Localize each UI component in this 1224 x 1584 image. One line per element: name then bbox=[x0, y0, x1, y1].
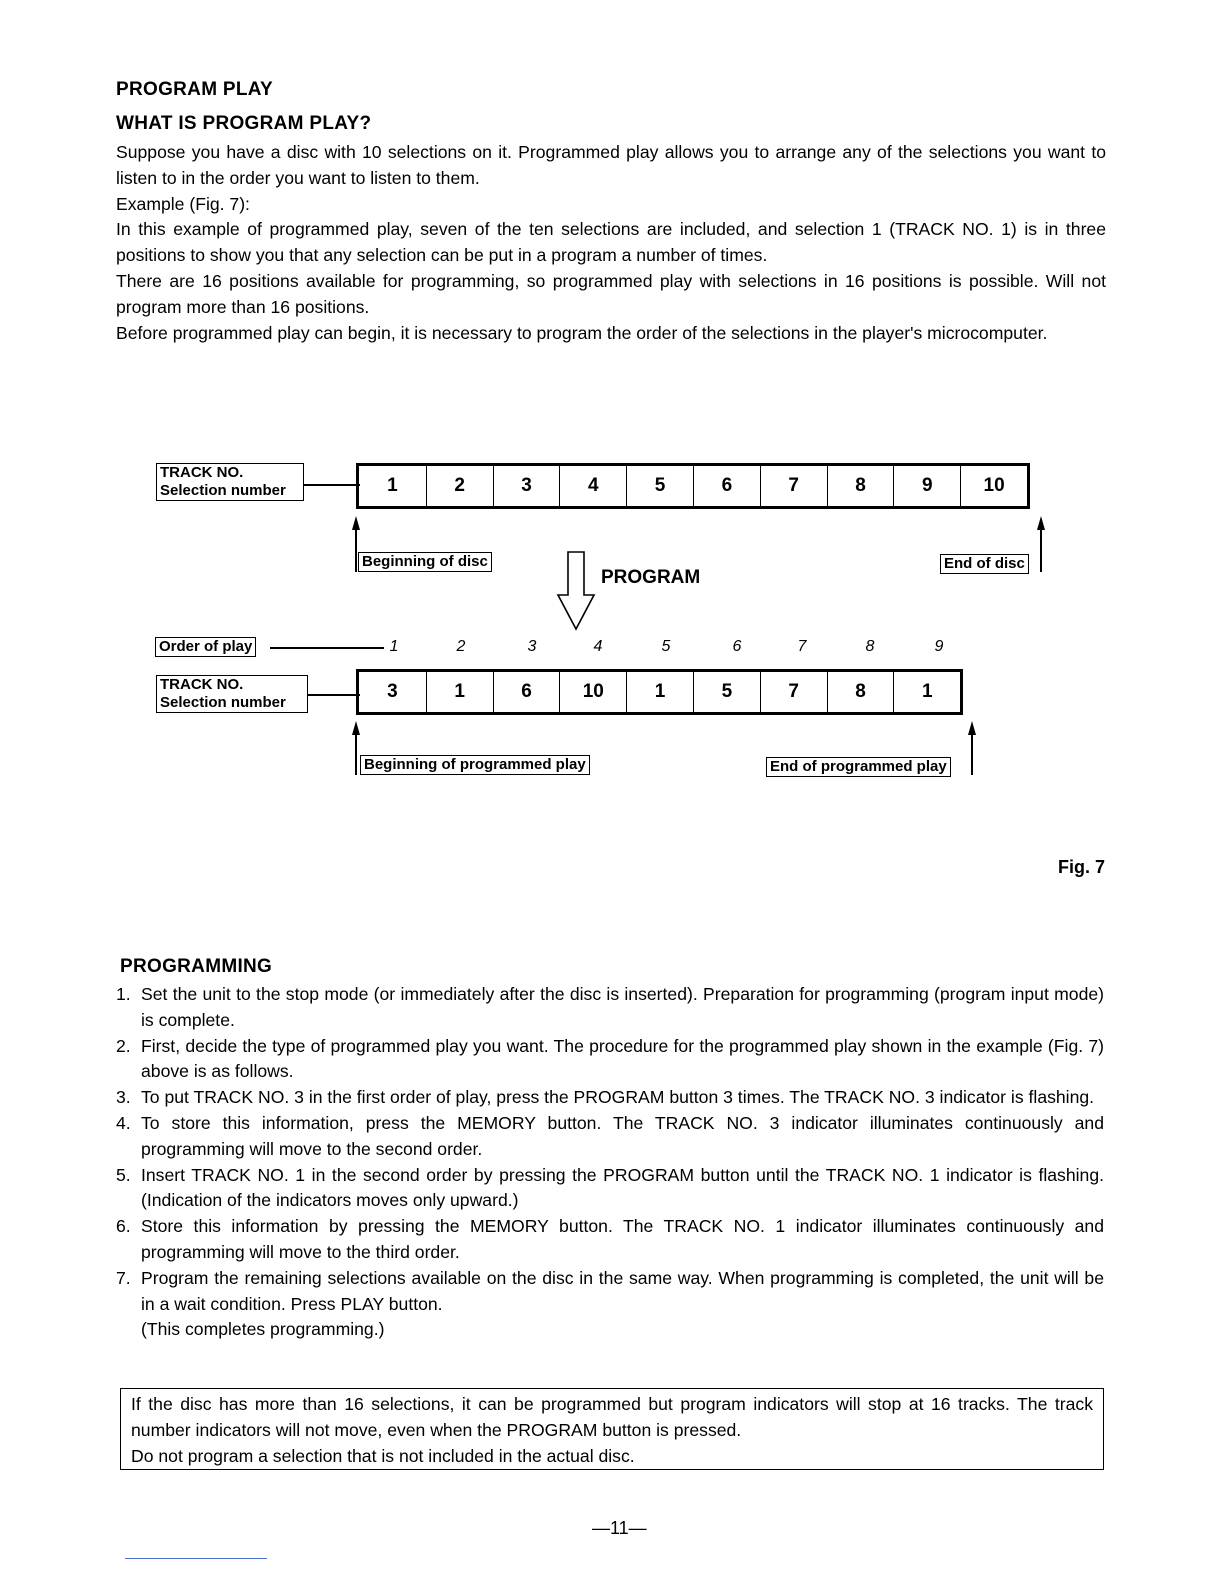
note-line: Do not program a selection that is not included in the actual disc. bbox=[131, 1445, 635, 1466]
disc-track-cell: 3 bbox=[493, 466, 560, 506]
programming-steps bbox=[116, 982, 1104, 1343]
disc-track-cell: 10 bbox=[960, 466, 1027, 506]
step-text: Insert TRACK NO. 1 in the second order by pressing the PROGRAM button until the TRACK NO. 1 indicator is flashing. (Indication of the indicators moves only upward.) bbox=[141, 1164, 1104, 1211]
order-number: 2 bbox=[456, 638, 466, 655]
note-box bbox=[120, 1388, 1104, 1470]
programmed-track-cell: 10 bbox=[559, 672, 626, 712]
step-item bbox=[116, 1266, 1104, 1343]
step-text: To store this information, press the MEMORY button. The TRACK NO. 3 indicator illuminates continuously and programming will move to the second order. bbox=[141, 1112, 1104, 1159]
track-label-line2: Selection number bbox=[160, 482, 286, 499]
programmed-track-cell: 1 bbox=[893, 672, 960, 712]
step-item bbox=[116, 1034, 1104, 1086]
connector-line bbox=[270, 647, 384, 649]
order-number: 3 bbox=[527, 638, 537, 655]
end-of-disc-label: End of disc bbox=[940, 554, 1029, 574]
step-text: Program the remaining selections available on the disc in the same way. When programming is completed, the unit will be in a wait condition. Press PLAY button. bbox=[141, 1267, 1104, 1314]
end-of-programmed-play-label: End of programmed play bbox=[766, 757, 951, 777]
intro-paragraph: Before programmed play can begin, it is necessary to program the order of the selections in the player's microcomputer. bbox=[116, 322, 1048, 343]
track-label-line2: Selection number bbox=[160, 694, 286, 711]
step-text: Set the unit to the stop mode (or immediately after the disc is inserted). Preparation for programming (program input mode) is complete. bbox=[141, 984, 1104, 1030]
section-heading-programming: PROGRAMMING bbox=[120, 956, 273, 977]
section-heading-what-is: WHAT IS PROGRAM PLAY? bbox=[116, 113, 372, 134]
step-number: 3. bbox=[116, 1087, 131, 1108]
disc-track-cell: 9 bbox=[893, 466, 960, 506]
disc-track-cell: 6 bbox=[693, 466, 760, 506]
order-number: 7 bbox=[797, 638, 807, 655]
step-item bbox=[116, 1085, 1104, 1111]
disc-track-cell: 4 bbox=[559, 466, 626, 506]
intro-text bbox=[116, 140, 1106, 346]
programmed-track-number-label bbox=[156, 675, 308, 713]
disc-track-cell: 7 bbox=[760, 466, 827, 506]
page-title: PROGRAM PLAY bbox=[116, 79, 274, 100]
track-label-line1: TRACK NO. bbox=[160, 464, 244, 481]
disc-track-row bbox=[356, 463, 1030, 509]
intro-paragraph: Suppose you have a disc with 10 selections on it. Programmed play allows you to arrange any of the selections you want to listen to in the order you want to listen to them. bbox=[116, 142, 1106, 188]
step-number: 7. bbox=[116, 1267, 131, 1288]
step-note: (This completes programming.) bbox=[141, 1319, 385, 1340]
programmed-track-cell: 5 bbox=[693, 672, 760, 712]
beginning-of-programmed-play-label: Beginning of programmed play bbox=[360, 755, 590, 775]
pointer-line bbox=[355, 528, 357, 572]
disc-track-cell: 8 bbox=[827, 466, 894, 506]
programmed-track-cell: 1 bbox=[426, 672, 493, 712]
step-text: First, decide the type of programmed play you want. The procedure for the programmed play shown in the example (Fig. 7) above is as follows. bbox=[141, 1035, 1104, 1082]
disc-track-cell: 5 bbox=[626, 466, 693, 506]
track-label-line1: TRACK NO. bbox=[160, 676, 244, 693]
step-item bbox=[116, 1214, 1104, 1266]
program-label: PROGRAM bbox=[601, 567, 701, 588]
programmed-track-row bbox=[356, 669, 963, 715]
down-arrow-icon bbox=[554, 551, 600, 631]
intro-paragraph: Example (Fig. 7): bbox=[116, 193, 250, 214]
order-number: 6 bbox=[732, 638, 742, 655]
programmed-track-cell: 3 bbox=[387, 681, 398, 702]
pointer-line bbox=[355, 733, 357, 775]
step-number: 4. bbox=[116, 1112, 131, 1133]
intro-paragraph: In this example of programmed play, seven of the ten selections are included, and selection 1 (TRACK NO. 1) is in three positions to show you that any selection can be put in a program a number of times. bbox=[116, 219, 1106, 266]
programmed-track-cell: 7 bbox=[760, 672, 827, 712]
intro-paragraph: There are 16 positions available for programming, so programmed play with selections in 16 positions is possible. Will not program more than 16 positions. bbox=[116, 270, 1106, 317]
step-text: Store this information by pressing the MEMORY button. The TRACK NO. 1 indicator illuminates continuously and programming will move to the third order. bbox=[141, 1216, 1104, 1262]
figure-caption: Fig. 7 bbox=[1058, 857, 1106, 877]
programmed-track-cell: 8 bbox=[827, 672, 894, 712]
step-item bbox=[116, 982, 1104, 1034]
order-number: 9 bbox=[934, 638, 944, 655]
page-number: —11— bbox=[592, 1518, 647, 1538]
order-number: 8 bbox=[865, 638, 875, 655]
disc-track-cell: 2 bbox=[426, 466, 493, 506]
pointer-line bbox=[1040, 528, 1042, 572]
step-text: To put TRACK NO. 3 in the first order of play, press the PROGRAM button 3 times. The TRACK NO. 3 indicator is flashing. bbox=[141, 1087, 1095, 1108]
step-number: 2. bbox=[116, 1035, 131, 1056]
connector-line bbox=[304, 484, 360, 486]
track-number-label bbox=[156, 463, 304, 501]
order-number: 4 bbox=[593, 638, 603, 655]
programmed-track-cell: 1 bbox=[626, 672, 693, 712]
disc-track-cell: 1 bbox=[387, 475, 398, 496]
step-number: 6. bbox=[116, 1216, 131, 1237]
divider bbox=[125, 1558, 267, 1559]
note-line: If the disc has more than 16 selections, it can be programmed but program indicators will stop at 16 tracks. The track number indicators will not move, even when the PROGRAM button is pressed. bbox=[131, 1394, 1093, 1440]
programmed-track-cell: 6 bbox=[493, 672, 560, 712]
beginning-of-disc-label: Beginning of disc bbox=[358, 552, 492, 572]
pointer-line bbox=[971, 733, 973, 775]
order-of-play-label: Order of play bbox=[155, 637, 256, 657]
order-number: 1 bbox=[389, 638, 399, 655]
step-item bbox=[116, 1111, 1104, 1163]
step-number: 1. bbox=[116, 984, 131, 1004]
connector-line bbox=[307, 694, 360, 696]
step-item bbox=[116, 1163, 1104, 1215]
order-number: 5 bbox=[661, 638, 671, 655]
step-number: 5. bbox=[116, 1164, 131, 1185]
